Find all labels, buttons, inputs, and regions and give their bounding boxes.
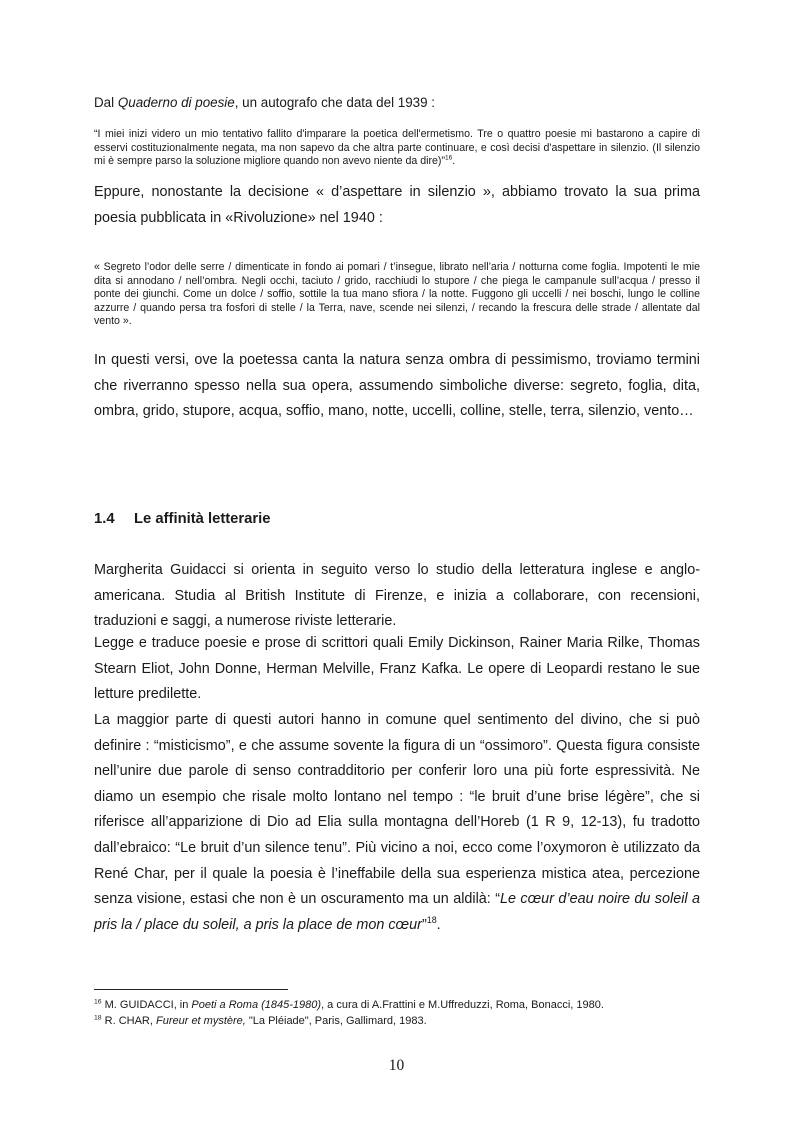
footnote-divider	[94, 989, 288, 990]
quote1-end: .	[452, 155, 456, 168]
quote1-text: “I miei inizi videro un mio tentativo fallito d'imparare la poetica dell'ermetismo. Tre o quattro poesie mi bastarono a capire di esservi costituzionalmente negata, ma non sapevo da che altra parte continuare, e così decisi d'aspettare in silenzio. (Il silenzio mi è sempre parso la soluzione migliore quando non avevo niente da dire)”	[94, 128, 700, 168]
footnote-text-end: , a cura di A.Frattini e M.Uffreduzzi, Roma, Bonacci, 1980.	[321, 999, 604, 1011]
footnote-italic-title: Fureur et mystère,	[155, 1015, 246, 1027]
section-title: Le affinità letterarie	[134, 511, 271, 527]
paragraph-english-studies: Margherita Guidacci si orienta in seguito verso lo studio della letteratura inglese e anglo-americana. Studia al British Institute di Firenze, e inizia a collaborare, con recensioni, traduzioni e saggi, a numerose riviste letterarie.	[94, 562, 700, 630]
footnote-ref-16[interactable]: 16	[444, 154, 453, 162]
footnote-18	[94, 1014, 714, 1028]
footnote-text-end: "La Pléiade", Paris, Gallimard, 1983.	[245, 1015, 427, 1027]
intro-after: , un autografo che data del 1939 :	[234, 95, 435, 110]
section-heading	[94, 509, 700, 529]
block-quote-autograph	[94, 128, 700, 169]
para6-end: .	[436, 916, 441, 933]
para6-text: La maggior parte di questi autori hanno in comune quel sentimento del divino, che si può definire : “misticismo”, e che assume sovente la figura di un “ossimoro”. Questa figura consiste nell’unire due parole di senso contradditorio per conferir loro una più forte espressività. Ne diamo un esempio che risale molto lontano nel tempo : “le bruit d’une brise légère”, che si riferisce all’apparizione di Dio ad Elia sulla montagna dell’Horeb (1 R 9, 12-13), fu tradotto dall’ebraico: “Le bruit d’un silence tenu”. Più vicino a noi, ecco come l’oxymoron è utilizzato da René Char, per il quale la poesia è l’ineffabile della sua esperienza mistica atea, percezione senza visione, estasi che non è un oscuramento ma un aldilà: “	[94, 712, 700, 908]
paragraph-oxymoron	[94, 708, 700, 938]
intro-before: Dal	[94, 95, 118, 110]
para6-close: ”	[421, 916, 427, 933]
footnote-16	[94, 998, 714, 1012]
paragraph-verses-analysis: In questi versi, ove la poetessa canta la natura senza ombra di pessimismo, troviamo termini che riverranno spesso nella sua opera, assumendo simboliche diverse: segreto, foglia, dita, ombra, grido, stupore, acqua, soffio, mano, notte, uccelli, colline, stelle, terra, silenzio, vento…	[94, 352, 700, 420]
block-quote-poem: « Segreto l’odor delle serre / dimenticate in fondo ai pomari / t’insegue, librato nell’aria / notturna come foglia. Impotenti le mie dita si annodano / nell’ombra. Negli occhi, taciuto / grido, racchiudi lo stupore / che piega le campanule sull’acqua / presso il ponte dei giunchi. Come un dolce / soffio, sottile la tua mano sfiora / la notte. Fuggono gli uccelli / nei boschi, lungo le colline azzurre / quando persa tra fosfori di stelle / la Terra, nave, scende nei silenzi, / recando la frescura delle strade / allentate dal vento ».	[94, 261, 700, 328]
section-number: 1.4	[94, 511, 115, 527]
footnote-text: M. GUIDACCI, in	[101, 999, 192, 1011]
footnote-number: 16	[94, 998, 102, 1006]
intro-line	[94, 93, 700, 113]
intro-book-title: Quaderno di poesie	[117, 95, 235, 110]
footnote-number: 18	[94, 1014, 102, 1022]
page-number: 10	[388, 1057, 405, 1074]
char-quote: Le cœur d’eau noire du soleil a pris la / place du soleil, a pris la place de mon cœur	[94, 891, 700, 933]
paragraph-first-poem: Eppure, nonostante la decisione « d’aspettare in silenzio », abbiamo trovato la sua prima poesia pubblicata in «Rivoluzione» nel 1940 :	[94, 184, 700, 226]
footnote-ref-18[interactable]: 18	[426, 914, 437, 925]
footnote-text: R. CHAR,	[101, 1015, 156, 1027]
paragraph-translations: Legge e traduce poesie e prose di scrittori quali Emily Dickinson, Rainer Maria Rilke, Thomas Stearn Eliot, John Donne, Herman Melville, Franz Kafka. Le opere di Leopardi restano le sue letture predilette.	[94, 635, 700, 703]
footnote-italic-title: Poeti a Roma (1845-1980)	[191, 999, 322, 1011]
